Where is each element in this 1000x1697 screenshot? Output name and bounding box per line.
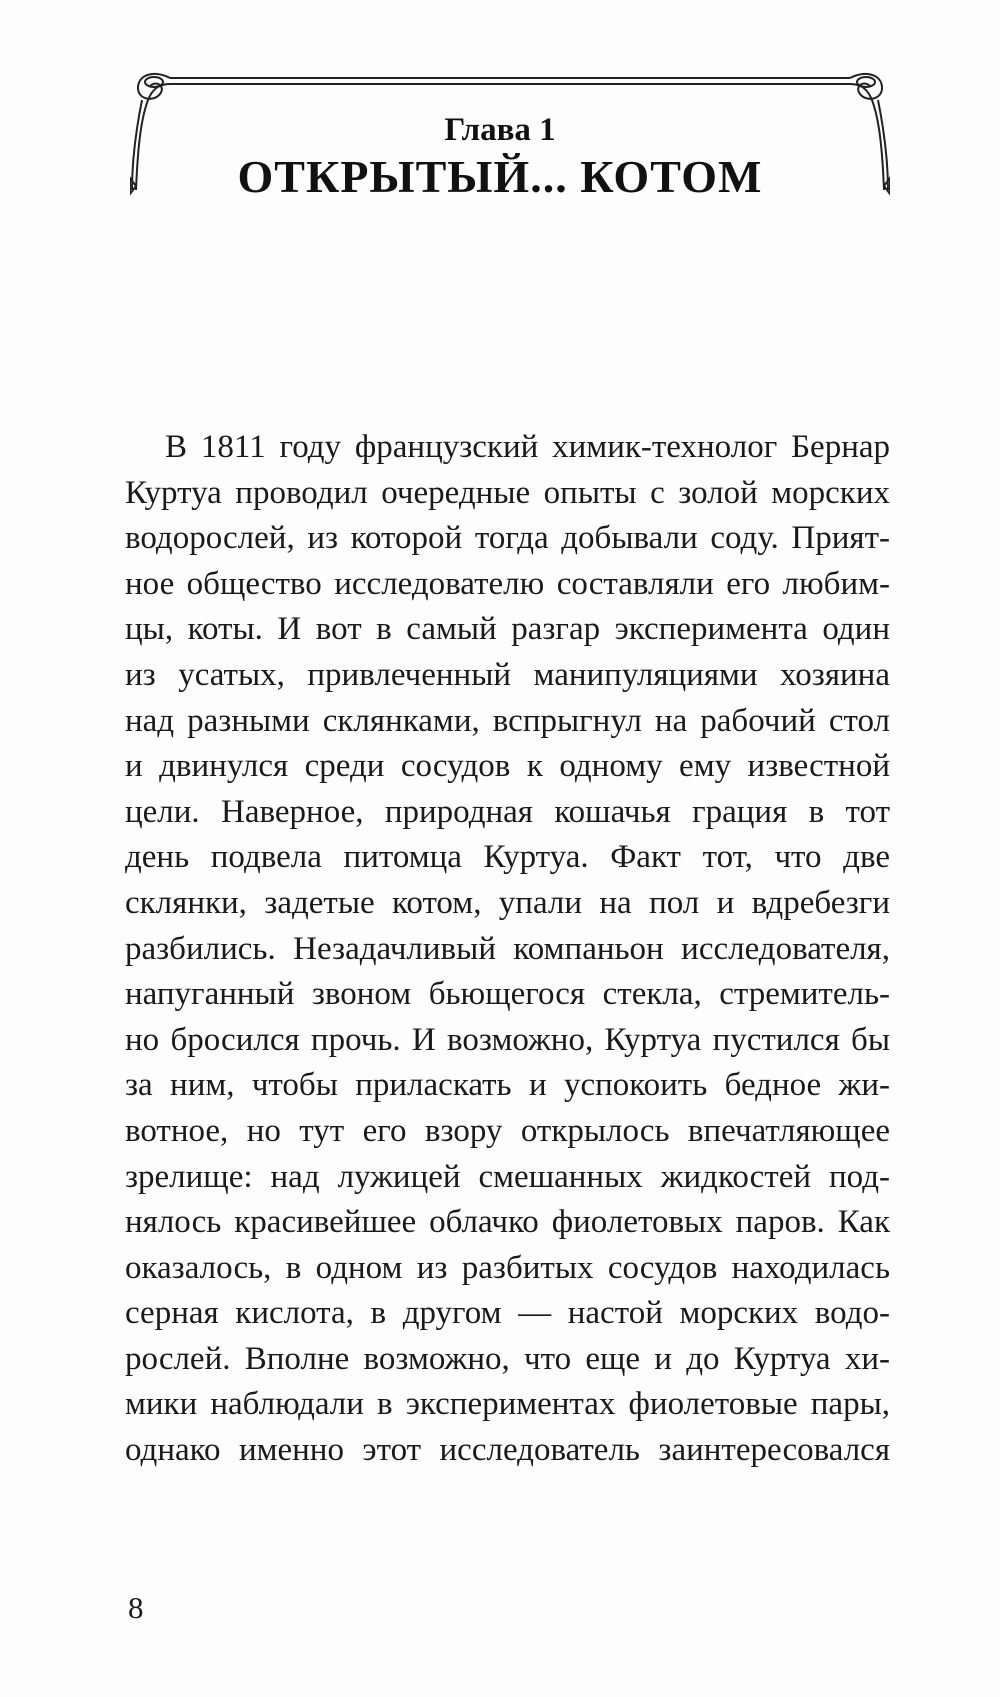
text-line: В 1811 году французский химик-технолог Бернар <box>165 429 890 465</box>
text-line: день подвела питомца Куртуа. Факт тот, что две <box>125 839 890 876</box>
text-line: склянки, задетые котом, упали на пол и вдребезги <box>125 884 890 921</box>
page-number: 8 <box>128 1590 144 1625</box>
text-line: мики наблюдали в экспериментах фиолетовые пары, <box>125 1386 890 1423</box>
text-line: нялось красивейшее облачко фиолетовых паров. Как <box>125 1204 890 1241</box>
text-line: цы, коты. И вот в самый разгар эксперимента один <box>125 611 890 648</box>
text-line: цели. Наверное, природная кошачья грация в тот <box>125 793 890 830</box>
text-line: оказалось, в одном из разбитых сосудов находилась <box>125 1249 890 1286</box>
text-line: серная кислота, в другом — настой морских водо- <box>125 1295 890 1332</box>
chapter-number: Глава 1 <box>444 112 556 148</box>
body-paragraph <box>125 425 890 1474</box>
text-line: над разными склянками, вспрыгнул на рабочий стол <box>125 702 890 739</box>
text-line: Куртуа проводил очередные опыты с золой морских <box>125 474 890 511</box>
text-line: ное общество исследователю составляли его любим- <box>125 565 890 602</box>
text-line: и двинулся среди сосудов к одному ему известной <box>125 748 890 785</box>
text-line: водорослей, из которой тогда добывали соду. Прият- <box>125 520 890 557</box>
text-line: из усатых, привлеченный манипуляциями хозяина <box>125 656 890 693</box>
text-line: за ним, чтобы приласкать и успокоить бедное жи- <box>125 1067 890 1104</box>
text-line: однако именно этот исследователь заинтересовался <box>125 1432 890 1469</box>
text-line: но бросился прочь. И возможно, Куртуа пустился бы <box>125 1021 890 1058</box>
text-line: рослей. Вполне возможно, что еще и до Куртуа хи- <box>125 1340 890 1377</box>
text-line: напуганный звоном бьющегося стекла, стремитель- <box>125 976 890 1013</box>
text-line: зрелище: над лужицей смешанных жидкостей под- <box>125 1158 890 1195</box>
text-line: разбились. Незадачливый компаньон исследователя, <box>125 930 890 967</box>
chapter-title: ОТКРЫТЫЙ... КОТОМ <box>237 151 763 202</box>
text-line: вотное, но тут его взору открылось впечатляющее <box>125 1112 890 1149</box>
